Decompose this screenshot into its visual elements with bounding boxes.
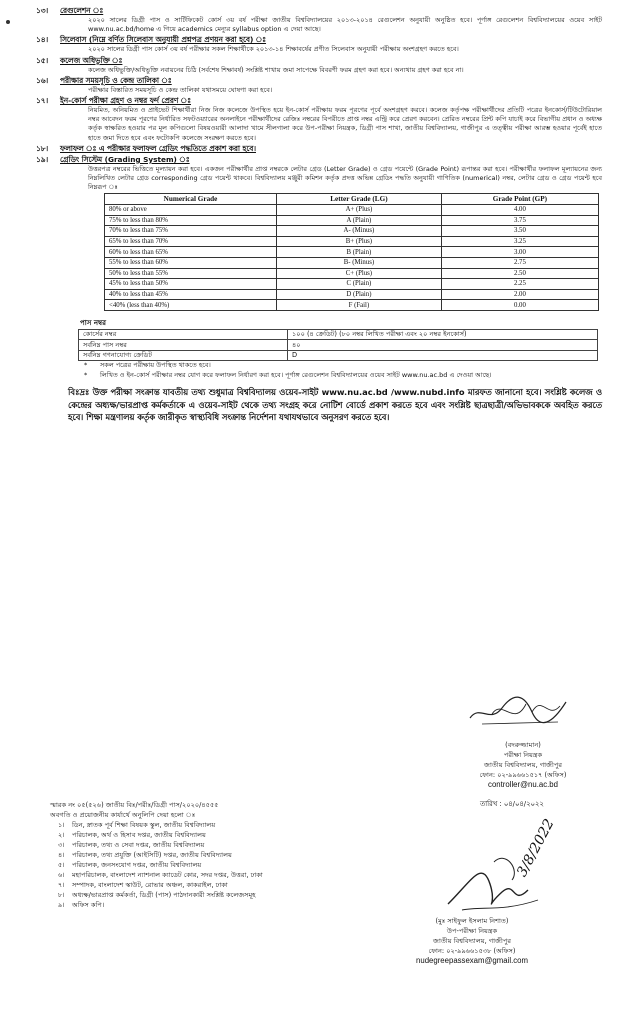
- section-body: [88, 165, 602, 193]
- section-heading: [36, 143, 602, 154]
- grade-numerical-cell: 80% or above: [105, 205, 277, 216]
- note-bullet: *: [84, 361, 88, 370]
- section-paragraph: ২০২০ সালের ডিগ্রী পাস কোর্স ৩য় বর্ষ পরীক্ষার সকল শিক্ষার্থীকে ২০১৩-১৪ শিক্ষাবর্ষের প্রণীত সিলেবাস অনুযায়ী পরীক্ষায় অংশগ্রহণ করতে হবে।: [88, 45, 459, 54]
- memo-item-number: ৬।: [58, 871, 65, 879]
- note-item: [84, 371, 602, 380]
- section-title: ফলাফল ঃ এ পরীক্ষার ফলাফল গ্রেডিং পদ্ধতিতে প্রকাশ করা হবে।: [60, 143, 256, 153]
- memo-item-text: সম্পাদক, বাংলাদেশ স্কাউট, রোভার অঞ্চল, কাকরাইল, ঢাকা: [72, 881, 228, 889]
- grade-numerical-cell: 55% to less than 60%: [105, 258, 277, 269]
- memo-item: [58, 830, 263, 840]
- memo-item-text: পরিচালক, জনসংযোগ দপ্তর, জাতীয় বিশ্ববিদ্যালয়: [72, 861, 202, 869]
- section-heading: [36, 154, 602, 165]
- grade-letter-cell: C (Plain): [277, 279, 442, 290]
- signature-1-title: পরীক্ষা নিয়ন্ত্রক: [503, 751, 543, 759]
- grade-point-cell: 0.00: [441, 300, 598, 311]
- signature-2-name: (মুঃ সাইফুল ইসলাম নিশাত): [435, 917, 509, 925]
- signature-1-icon: [462, 684, 572, 734]
- scan-dot: [6, 20, 10, 24]
- memo-item: [58, 820, 263, 830]
- grade-header-numerical: Numerical Grade: [105, 194, 277, 205]
- section-title: কলেজ অধিভুক্তি ঃ: [60, 55, 123, 65]
- grade-row: [105, 236, 599, 247]
- section-heading: [36, 6, 602, 16]
- sections: [24, 6, 602, 192]
- section-number: ১৯।: [36, 154, 49, 164]
- section-title: গ্রেডিং সিস্টেম (Grading System) ঃ: [60, 154, 190, 164]
- memo-item-text: মহাপরিচালক, বাংলাদেশ ন্যাশনাল ক্যাডেট কোর, সদর দপ্তর, উত্তরা, ঢাকা: [72, 871, 263, 879]
- signature-block-2: [392, 916, 552, 966]
- signature-2-phone: ফোন: ০২-৯৯৬৬১৫৩৮ (অফিস): [428, 947, 516, 955]
- section: [24, 35, 602, 54]
- grade-point-cell: 3.50: [441, 226, 598, 237]
- grade-point-cell: 2.00: [441, 289, 598, 300]
- memo: [50, 800, 263, 910]
- memo-item: [58, 840, 263, 850]
- grade-row: [105, 247, 599, 258]
- section-title: সিলেবাস (নিম্নে বর্ণিত সিলেবাস অনুযায়ী প্রশ্নপত্র প্রণয়ন করা হবে) ঃ: [60, 35, 267, 45]
- grade-point-cell: 2.50: [441, 268, 598, 279]
- signature-block-1: [448, 740, 598, 790]
- memo-item: [58, 870, 263, 880]
- grade-header-letter: Letter Grade (LG): [277, 194, 442, 205]
- section: [24, 144, 602, 154]
- grade-row: [105, 226, 599, 237]
- section-paragraph: ২০২০ সালের ডিগ্রী পাস ও সার্টিফিকেট কোর্স ৩য় বর্ষ পরীক্ষা জাতীয় বিশ্ববিদ্যালয়ের ২০১৩-২০১৪ রেগুলেশন অনুযায়ী অনুষ্ঠিত হবে। পূর্ণাঙ্গ রেগুলেশন বিশ্ববিদ্যালয়ের ওয়েব সাইট www.nu.ac.bd/home এ গিয়ে academics মেন্যুর syllabus option এ দেয়া আছে।: [88, 16, 602, 34]
- section-number: ১৮।: [36, 143, 49, 153]
- memo-item-number: ৪।: [58, 851, 65, 859]
- pass-marks-label: কোর্সের নম্বর: [79, 329, 288, 339]
- signature-1-phone: ফোন: ০২-৯৯৬৬১৫১৭ (অফিস): [479, 771, 567, 779]
- memo-item-text: পরিচালক, তথ্য ও সেবা দপ্তর, জাতীয় বিশ্ববিদ্যালয়: [72, 841, 205, 849]
- grade-numerical-cell: 60% to less than 65%: [105, 247, 277, 258]
- handwritten-date: 3/8/2022: [514, 816, 558, 880]
- grade-row: [105, 258, 599, 269]
- memo-item: [58, 890, 263, 900]
- pass-marks-title: পাস নম্বর: [80, 318, 106, 327]
- section-body: [88, 86, 602, 95]
- memo-list: [50, 820, 263, 910]
- signature-1-name: (বদরুজ্জামান): [505, 741, 541, 749]
- section: [24, 155, 602, 193]
- announcement: বিঃদ্রঃ উক্ত পরীক্ষা সংক্রান্ত যাবতীয় তথ্য শুধুমাত্র বিশ্ববিদ্যালয় ওয়েব-সাইট www.nu.ac.bd /www.nubd.info মারফত জানানো হবে। সংশ্লিষ্ট কলেজ ও কেন্দ্রের অধ্যক্ষ/ভারপ্রাপ্ত কর্মকর্তাকে এ ওয়েব-সাইট থেকে তথ্য সংগ্রহ করে নোটিশ বোর্ডে প্রকাশ করতে হবে এবং সংশ্লিষ্ট ছাত্রছাত্রী/অভিভাবককে অবহিত করতে হবে। শিক্ষা মন্ত্রণালয় কর্তৃক জারীকৃত স্বাস্থ্যবিধি সংক্রান্ত নির্দেশনা যথাযথভাবে অনুসরণ করতে হবে।: [68, 386, 602, 423]
- grade-numerical-cell: 50% to less than 55%: [105, 268, 277, 279]
- grade-letter-cell: B (Plain): [277, 247, 442, 258]
- signature-2-title: উপ-পরীক্ষা নিয়ন্ত্রক: [446, 927, 498, 935]
- memo-item-number: ৩।: [58, 841, 65, 849]
- memo-item: [58, 880, 263, 890]
- section-body: [88, 45, 602, 54]
- section-heading: [36, 55, 602, 66]
- section-number: ১৩।: [36, 6, 49, 15]
- signature-1-office: জাতীয় বিশ্ববিদ্যালয়, গাজীপুর: [484, 761, 562, 769]
- section-paragraph: উত্তরপত্র নম্বরের ভিত্তিতে মূল্যায়ন করা হবে। একজন পরীক্ষার্থীর প্রাপ্ত নম্বরকে লেটার গ্রেড (Letter Grade) ও গ্রেড পয়েন্টে (Grade Point) রূপান্তর করা হবে। পরীক্ষার্থীর ফলাফল মূল্যায়নের জন্য নিম্নলিখিত লেটার গ্রেড corresponding গ্রেড পয়েন্ট থাকবে। বিশ্ববিদ্যালয় মঞ্জুরী কমিশন কর্তৃক প্রদত্ত অভিন্ন গ্রেডিং পদ্ধতি অনুযায়ী গাণিতিক (numerical) নম্বর, লেটার গ্রেড ও গ্রেড পয়েন্ট হবে নিম্নরূপ ঃ: [88, 164, 602, 192]
- pass-marks-value: D: [288, 350, 598, 360]
- section-number: ১৫।: [36, 55, 49, 65]
- section: [24, 6, 602, 34]
- note-text: লিখিত ও ইন-কোর্স পরীক্ষার নম্বর যোগ করে ফলাফল নির্ধারণ করা হবে। পূর্ণাঙ্গ রেগুলেশন বিশ্ববিদ্যালয়ের ওয়েব সাইট www.nu.ac.bd এ দেওয়া আছে।: [100, 370, 492, 379]
- section-title: রেগুলেশন ঃ: [60, 6, 104, 15]
- grade-point-cell: 2.75: [441, 258, 598, 269]
- note-item: [84, 361, 602, 370]
- grade-point-cell: 2.25: [441, 279, 598, 290]
- note-text: সকল পত্রের পরীক্ষায় উপস্থিত থাকতে হবে।: [100, 361, 211, 370]
- memo-item: [58, 850, 263, 860]
- grade-row: [105, 279, 599, 290]
- grade-letter-cell: B+ (Plus): [277, 236, 442, 247]
- section-heading: [36, 35, 602, 45]
- memo-item-number: ৭।: [58, 881, 65, 889]
- section: [24, 76, 602, 95]
- grade-row: [105, 215, 599, 226]
- grade-point-cell: 3.00: [441, 247, 598, 258]
- memo-item-number: ২।: [58, 831, 65, 839]
- section: [24, 96, 602, 143]
- memo-item-number: ১।: [58, 821, 65, 829]
- grade-point-cell: 4.00: [441, 205, 598, 216]
- memo-item-text: পরিচালক, তথ্য প্রযুক্তি (আইসিটি) দপ্তর, জাতীয় বিশ্ববিদ্যালয়: [72, 851, 232, 859]
- section-paragraph: কলেজ অধিভুক্তি/অধিভুক্তি নবায়নের চিঠি (সর্বশেষ শিক্ষাবর্ষ) সংশ্লিষ্ট শাখায় জমা সাপেক্ষে বিবরণী ফরম গ্রহণ করা হবে। অন্যথায় গ্রহণ করা হবে না।: [88, 65, 464, 74]
- section: [24, 56, 602, 75]
- pass-marks-row: [79, 350, 598, 360]
- grade-table-header: [105, 194, 599, 205]
- memo-item-text: অধ্যক্ষ/ভারপ্রাপ্ত কর্মকর্তা, ডিগ্রী (পাস) পাঠদানকারী সংশ্লিষ্ট কলেজসমূহ: [72, 891, 256, 899]
- grade-numerical-cell: 65% to less than 70%: [105, 236, 277, 247]
- grade-row: [105, 268, 599, 279]
- grade-numerical-cell: 75% to less than 80%: [105, 215, 277, 226]
- grade-numerical-cell: 70% to less than 75%: [105, 226, 277, 237]
- pass-marks-label: সর্বনিম্ন গণনাযোগ্য ক্রেডিট: [79, 350, 288, 360]
- grade-row: [105, 289, 599, 300]
- pass-marks-row: [79, 329, 598, 339]
- grade-letter-cell: F (Fail): [277, 300, 442, 311]
- memo-item-text: ডিন, স্নাতক পূর্ব শিক্ষা বিষয়ক স্কুল, জাতীয় বিশ্ববিদ্যালয়: [72, 821, 216, 829]
- signature-1-date: তারিখ : ০৪/০৪/২০২২: [480, 800, 544, 808]
- grade-letter-cell: A+ (Plus): [277, 205, 442, 216]
- pass-marks-label: সর্বনিম্ন পাস নম্বর: [79, 340, 288, 350]
- grade-numerical-cell: 45% to less than 50%: [105, 279, 277, 290]
- section-title: ইন-কোর্স পরীক্ষা গ্রহণ ও নম্বর ফর্দ প্রেরণ ঃ: [60, 96, 191, 106]
- memo-intro: অবগতি ও প্রয়োজনীয় কার্যার্থে অনুলিপি দেয়া হলো ঃ: [50, 811, 196, 819]
- section-body: [88, 66, 602, 75]
- grade-letter-cell: A- (Minus): [277, 226, 442, 237]
- grade-numerical-cell: <40% (less than 40%): [105, 300, 277, 311]
- signature-2-email: nudegreepassexam@gmail.com: [416, 956, 528, 965]
- pass-marks-row: [79, 340, 598, 350]
- memo-item-text: পরিচালক, অর্থ ও হিসাব দপ্তর, জাতীয় বিশ্ববিদ্যালয়: [72, 831, 206, 839]
- memo-item: [58, 900, 263, 910]
- section-body: [88, 16, 602, 34]
- section-heading: [36, 75, 602, 86]
- signature-2-icon: [442, 840, 592, 920]
- section-body: [88, 106, 602, 143]
- section-number: ১৭।: [36, 96, 49, 106]
- memo-item-number: ৯।: [58, 901, 65, 909]
- grade-point-cell: 3.75: [441, 215, 598, 226]
- pass-marks-value: ১০০ (৪ ক্রেডিট) (৮০ নম্বর লিখিত পরীক্ষা এবং ২০ নম্বর ইনকোর্স): [288, 329, 598, 339]
- memo-ref: স্মারক নং ০৫(৫২৬) জাতীয় বিঃ/পরীঃ/ডিগ্রী পাস/২০২০/৪৫৫৫: [50, 801, 219, 809]
- grade-numerical-cell: 40% to less than 45%: [105, 289, 277, 300]
- grade-row: [105, 300, 599, 311]
- pass-marks-value: ৪০: [288, 340, 598, 350]
- signature-1-email: controller@nu.ac.bd: [488, 780, 558, 789]
- section-title: পরীক্ষার সময়সূচি ও কেন্দ্র তালিকা ঃ: [60, 75, 172, 85]
- section-paragraph: নিয়মিত, অনিয়মিত ও প্রাইভেট শিক্ষার্থীরা নিজ নিজ কলেজে উপস্থিত হয়ে ইন-কোর্স পরীক্ষায় ফরম পূরণের পূর্বে অংশগ্রহণ করবে। কলেজ কর্তৃপক্ষ পরীক্ষার্থীদের প্রতিটি পত্রের ইনকোর্স/টিউটোরিয়াল নম্বর আবেদন ফরম পূরণের নির্ধারিত সফটওয়্যারের অনলাইনে পরীক্ষার্থীদের রেজিঃ নম্বরের বিপরীতে প্রাপ্ত নম্বর এন্ট্রি করে প্রেরণ করবেন। প্রেরিত নম্বরের প্রিন্ট কপি যাচাই করে বিভাগীয় প্রধান ও অধ্যক্ষ কর্তৃক স্বাক্ষরিত হওয়ার পর মূল কপিগুলো বিষয়ওয়ারী আলাদা খামে সীলগালা করে উপ-পরীক্ষা নিয়ন্ত্রক, ডিগ্রী পাস শাখা, জাতীয় বিশ্ববিদ্যালয়, গাজীপুর এ তত্ত্বীয় পরীক্ষা আরম্ভ হওয়ার পূর্বেই হাতে হাতে জমা দিতে হবে এবং ফটোকপি কলেজে সংরক্ষণ করতে হবে।: [88, 106, 602, 142]
- grade-table: [104, 193, 599, 311]
- memo-item-number: ৫।: [58, 861, 65, 869]
- note-bullet: *: [84, 370, 88, 379]
- grade-point-cell: 3.25: [441, 236, 598, 247]
- section-number: ১৬।: [36, 75, 49, 85]
- grade-letter-cell: D (Plain): [277, 289, 442, 300]
- grade-letter-cell: C+ (Plus): [277, 268, 442, 279]
- memo-item-text: অফিস কপি।: [72, 901, 105, 909]
- memo-item: [58, 860, 263, 870]
- section-heading: [36, 96, 602, 106]
- grade-row: [105, 205, 599, 216]
- pass-marks-table: [78, 329, 598, 361]
- memo-item-number: ৮।: [58, 891, 65, 899]
- grade-header-point: Grade Point (GP): [441, 194, 598, 205]
- grade-letter-cell: A (Plain): [277, 215, 442, 226]
- section-paragraph: পরীক্ষার বিস্তারিত সময়সূচি ও কেন্দ্র তালিকা যথাসময়ে ঘোষণা করা হবে।: [88, 85, 273, 94]
- notes: [84, 361, 602, 380]
- signature-2-office: জাতীয় বিশ্ববিদ্যালয়, গাজীপুর: [433, 937, 511, 945]
- grade-letter-cell: B- (Minus): [277, 258, 442, 269]
- section-number: ১৪।: [36, 35, 49, 45]
